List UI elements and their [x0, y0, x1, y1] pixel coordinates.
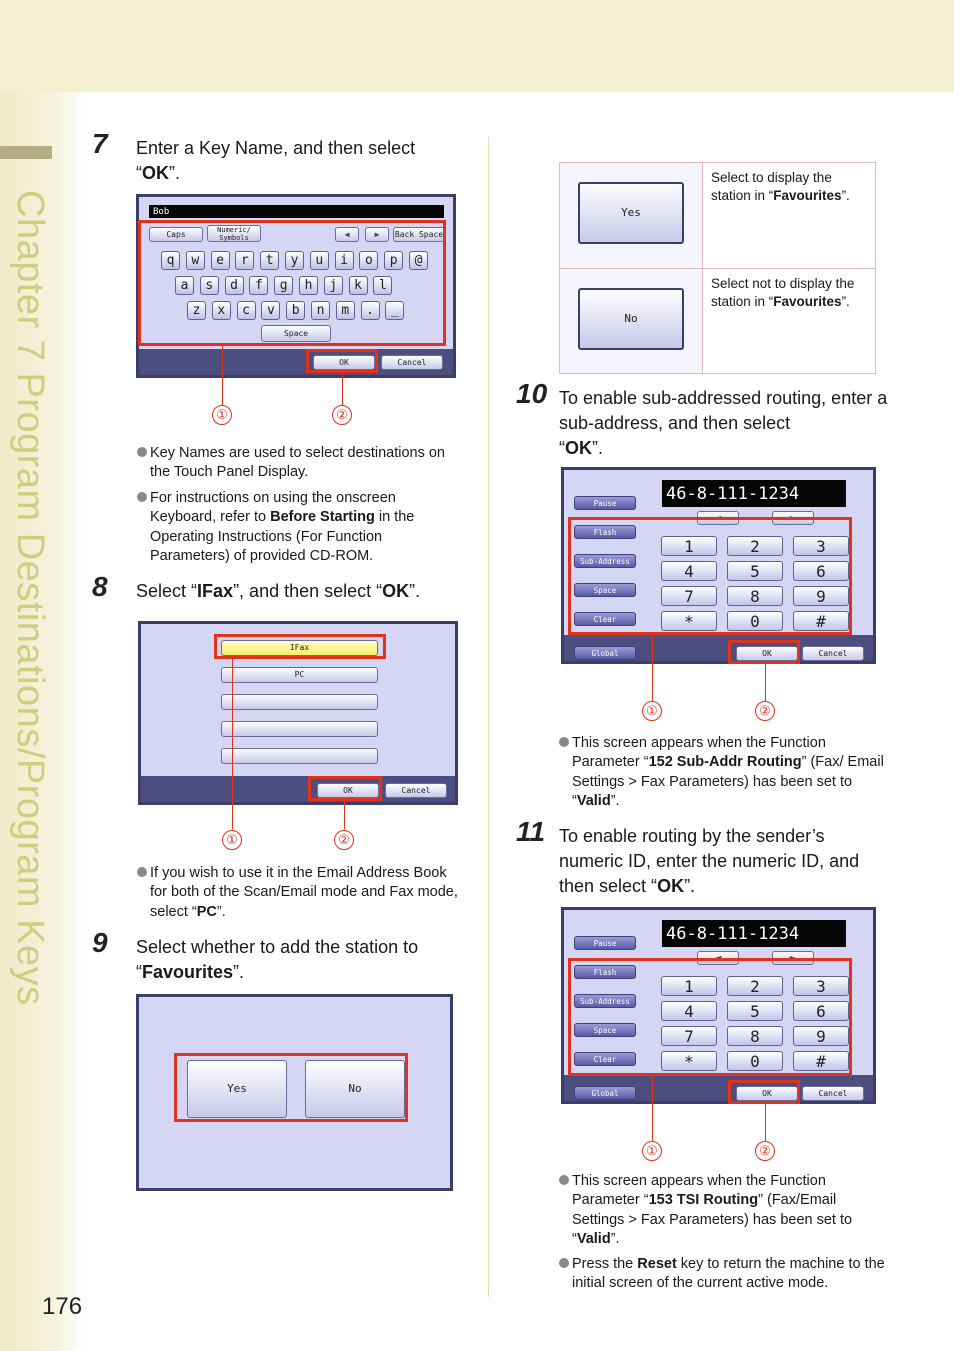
numeric-symbols-button[interactable]: Numeric/ Symbols [207, 225, 261, 242]
callout-line [765, 1103, 766, 1141]
keypad-key[interactable]: 7 [661, 586, 717, 606]
keyboard-key[interactable]: b [286, 301, 305, 320]
pause-button[interactable]: Pause [574, 936, 636, 950]
keyboard-key[interactable]: _ [385, 301, 404, 320]
step11-note-2: Press the Reset key to return the machine to the initial screen of the current active mode. [572, 1255, 890, 1294]
sub-address-button[interactable]: Sub-Address [574, 554, 636, 568]
callout-line [232, 659, 233, 829]
callout-2: ② [332, 405, 352, 425]
step10-instruction: To enable sub-addressed routing, enter a sub-address, and then select “OK”. [559, 388, 888, 458]
keypad-key[interactable]: 5 [727, 561, 783, 581]
page-number: 176 [42, 1293, 83, 1320]
step-number: 11 [516, 816, 546, 847]
keyboard-key[interactable]: s [200, 276, 219, 295]
keyboard-key[interactable]: l [373, 276, 392, 295]
callout-line [344, 800, 345, 829]
right-arrow-button[interactable]: ▶ [365, 227, 389, 242]
yes-description: Select to display the station in “Favourites”. [703, 163, 876, 269]
keypad-key[interactable]: * [661, 1051, 717, 1071]
step7-instruction: Enter a Key Name, and then select “OK”. [136, 138, 416, 183]
space-button[interactable]: Space [574, 583, 636, 597]
caps-button[interactable]: Caps [149, 227, 203, 242]
keypad-key[interactable]: 4 [661, 561, 717, 581]
cancel-button[interactable]: Cancel [802, 646, 864, 661]
keypad-key[interactable]: 8 [727, 586, 783, 606]
keyboard-key[interactable]: m [336, 301, 355, 320]
step7-note-2: For instructions on using the onscreen Keyboard, refer to Before Starting in the Operating Instructions (For Function Parameters) of provided CD-ROM. [150, 489, 462, 566]
global-button[interactable]: Global [574, 1086, 636, 1100]
right-arrow-button[interactable]: ► [772, 511, 814, 525]
keypad-key[interactable]: 2 [727, 976, 783, 996]
yes-button: Yes [578, 182, 684, 244]
callout-line [765, 663, 766, 701]
highlight-keypad [568, 517, 852, 635]
step9-instruction: Select whether to add the station to “Favourites”. [136, 937, 419, 982]
keypad-key[interactable]: 0 [727, 1051, 783, 1071]
left-arrow-button[interactable]: ◄ [697, 511, 739, 525]
highlight-ok [308, 776, 382, 801]
keypad-key[interactable]: 3 [793, 976, 849, 996]
chapter-tab-marker [0, 146, 52, 159]
step-number: 9 [92, 927, 108, 958]
keypad-key[interactable]: 9 [793, 1026, 849, 1046]
keyboard-key[interactable]: i [335, 251, 354, 270]
yes-button[interactable]: Yes [187, 1060, 287, 1118]
flash-button[interactable]: Flash [574, 965, 636, 979]
keyboard-key[interactable]: c [237, 301, 256, 320]
keyboard-key[interactable]: e [211, 251, 230, 270]
yes-cell [560, 163, 703, 269]
callout-line [652, 1076, 653, 1141]
keyboard-key[interactable]: x [212, 301, 231, 320]
option-empty[interactable] [221, 694, 378, 710]
option-empty[interactable] [221, 721, 378, 737]
keypad-key[interactable]: 7 [661, 1026, 717, 1046]
step11-instruction: To enable routing by the sender’s numeric ID, enter the numeric ID, and then select “OK”. [559, 826, 860, 896]
yes-no-table [559, 162, 876, 374]
keyboard-key[interactable]: o [359, 251, 378, 270]
backspace-button[interactable]: Back Space [393, 227, 445, 242]
ok-button[interactable]: OK [736, 646, 798, 661]
callout-line [222, 346, 223, 406]
callout-2: ② [755, 1141, 775, 1161]
key-name-field[interactable]: Bob [149, 205, 444, 218]
left-arrow-button[interactable]: ◄ [697, 951, 739, 965]
keypad-key[interactable]: 9 [793, 586, 849, 606]
ok-button[interactable]: OK [736, 1086, 798, 1101]
keypad-key[interactable]: # [793, 611, 849, 631]
keyboard-key[interactable]: k [349, 276, 368, 295]
no-button[interactable]: No [305, 1060, 405, 1118]
ok-button[interactable]: OK [317, 783, 379, 798]
step-number: 8 [92, 571, 108, 602]
callout-1: ① [222, 830, 242, 850]
no-cell [560, 269, 703, 374]
chapter-title: Chapter 7 Program Destinations/Program Keys [9, 190, 51, 1006]
keyboard-key[interactable]: d [225, 276, 244, 295]
keyboard-key[interactable]: v [261, 301, 280, 320]
keyboard-key[interactable]: p [384, 251, 403, 270]
keypad-key[interactable]: 0 [727, 611, 783, 631]
cancel-button[interactable]: Cancel [385, 783, 447, 798]
clear-button[interactable]: Clear [574, 612, 636, 626]
number-display[interactable]: 46-8-111-1234 [662, 480, 846, 507]
left-arrow-button[interactable]: ◀ [335, 227, 359, 242]
option-ifax[interactable]: IFax [221, 640, 378, 656]
highlight-ok [306, 349, 378, 373]
keypad-key[interactable]: 6 [793, 561, 849, 581]
keyboard-key[interactable]: j [324, 276, 343, 295]
right-arrow-button[interactable]: ► [772, 951, 814, 965]
callout-2: ② [334, 830, 354, 850]
keyboard-key[interactable]: . [361, 301, 380, 320]
step8-note: If you wish to use it in the Email Address Book for both of the Scan/Email mode and Fax mode, select “PC”. [150, 864, 462, 922]
keyboard-key[interactable]: w [186, 251, 205, 270]
highlight-keypad [568, 958, 852, 1076]
keypad-key[interactable]: 2 [727, 536, 783, 556]
keyboard-key[interactable]: y [285, 251, 304, 270]
flash-button[interactable]: Flash [574, 525, 636, 539]
keyboard-key[interactable]: u [310, 251, 329, 270]
header-band [0, 0, 954, 92]
space-button[interactable]: Space [574, 1023, 636, 1037]
callout-1: ① [642, 1141, 662, 1161]
highlight-ifax [214, 634, 386, 659]
callout-1: ① [212, 405, 232, 425]
highlight-keyboard [138, 220, 446, 346]
step-number: 7 [92, 128, 108, 159]
keyboard-key[interactable]: h [299, 276, 318, 295]
keypad-key[interactable]: * [661, 611, 717, 631]
highlight-ok [728, 640, 800, 664]
option-pc[interactable]: PC [221, 667, 378, 683]
keypad-key[interactable]: 1 [661, 536, 717, 556]
column-divider [488, 137, 489, 1297]
keypad-key[interactable]: 8 [727, 1026, 783, 1046]
highlight-ok [728, 1080, 800, 1104]
keyboard-key[interactable]: q [161, 251, 180, 270]
keyboard-key[interactable]: a [175, 276, 194, 295]
sub-address-button[interactable]: Sub-Address [574, 994, 636, 1008]
callout-2: ② [755, 701, 775, 721]
no-description: Select not to display the station in “Favourites”. [703, 269, 876, 374]
option-empty[interactable] [221, 748, 378, 764]
step-number: 10 [516, 378, 548, 409]
keypad-key[interactable]: 1 [661, 976, 717, 996]
keyboard-key[interactable]: t [260, 251, 279, 270]
keypad-key[interactable]: 6 [793, 1001, 849, 1021]
pause-button[interactable]: Pause [574, 496, 636, 510]
cancel-button[interactable]: Cancel [381, 355, 443, 370]
callout-line [652, 635, 653, 701]
keyboard-key[interactable]: g [274, 276, 293, 295]
ok-button[interactable]: OK [313, 355, 375, 370]
step11-note-1: This screen appears when the Function Parameter “153 TSI Routing” (Fax/Email Settings > Fax Parameters) has been set to “Valid”. [572, 1172, 890, 1249]
cancel-button[interactable]: Cancel [802, 1086, 864, 1101]
callout-1: ① [642, 701, 662, 721]
step10-note: This screen appears when the Function Parameter “152 Sub-Addr Routing” (Fax/ Email Settings > Fax Parameters) has been set to “Valid”. [572, 734, 890, 811]
keyboard-key[interactable]: r [235, 251, 254, 270]
keypad-key[interactable]: 4 [661, 1001, 717, 1021]
no-button: No [578, 288, 684, 350]
keyboard-key[interactable]: n [311, 301, 330, 320]
step8-instruction: Select “IFax”, and then select “OK”. [136, 581, 421, 601]
keyboard-key[interactable]: z [187, 301, 206, 320]
keypad-key[interactable]: # [793, 1051, 849, 1071]
keyboard-key[interactable]: f [249, 276, 268, 295]
global-button[interactable]: Global [574, 646, 636, 660]
step7-note-1: Key Names are used to select destinations on the Touch Panel Display. [150, 444, 462, 483]
callout-line [342, 372, 343, 406]
space-button[interactable]: Space [261, 325, 331, 342]
keyboard-key[interactable]: @ [409, 251, 428, 270]
clear-button[interactable]: Clear [574, 1052, 636, 1066]
number-display[interactable]: 46-8-111-1234 [662, 920, 846, 947]
keypad-key[interactable]: 3 [793, 536, 849, 556]
keypad-key[interactable]: 5 [727, 1001, 783, 1021]
highlight-yes-no [174, 1053, 408, 1122]
